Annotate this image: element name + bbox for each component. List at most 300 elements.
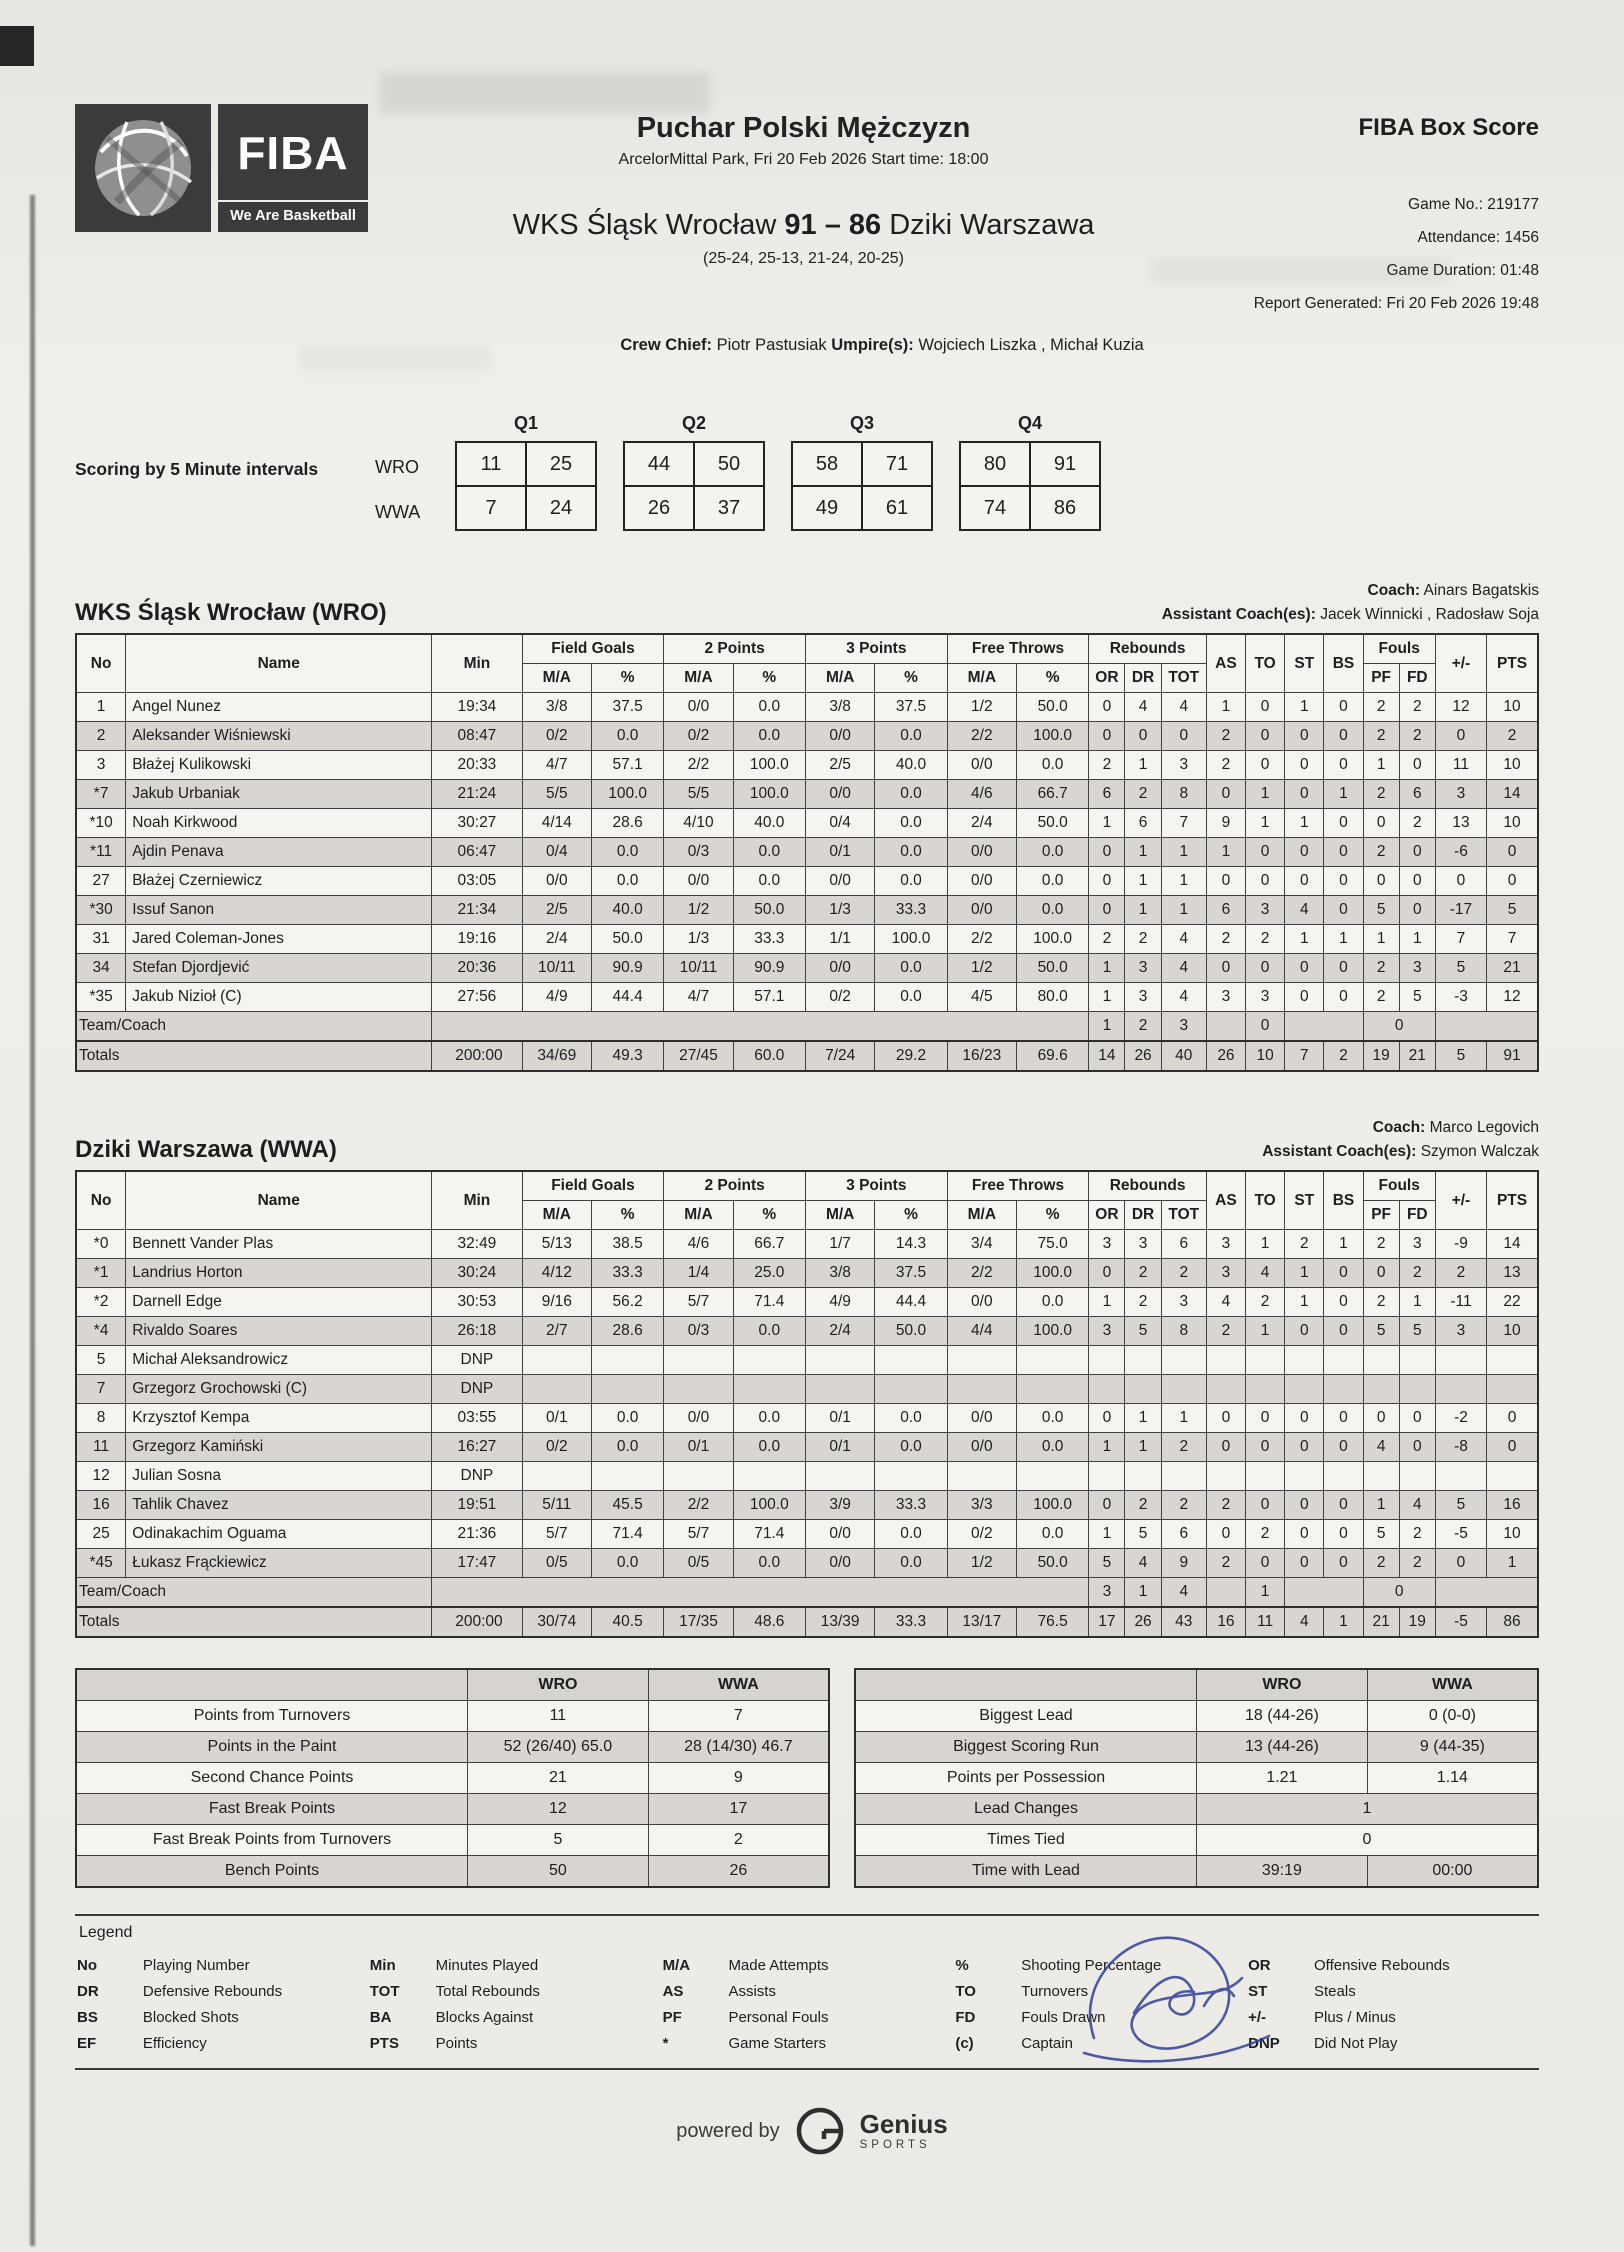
table-cell [1399,1346,1435,1375]
table-row [75,2004,1539,2030]
table-cell: 26 [648,1856,829,1888]
table-cell: 2 [1161,1491,1206,1520]
table-cell: -5 [1435,1520,1486,1549]
table-cell: 2 [1399,1520,1435,1549]
table-cell: 4/6 [947,780,1016,809]
table-cell: 1 [1125,867,1161,896]
table-cell [664,1375,733,1404]
away-score: 86 [848,209,882,241]
table-cell: 0.0 [875,1549,947,1578]
table-cell: 2 [1285,1230,1324,1259]
table-cell: 0.0 [875,780,947,809]
table-cell: 1 [1161,896,1206,925]
table-cell: 5 [1363,1520,1399,1549]
table-cell: 16 [1206,1607,1245,1637]
table-cell: 10 [1487,1520,1538,1549]
table-cell: Did Not Play [1314,2034,1398,2052]
table-cell: Julian Sosna [126,1462,432,1491]
table-cell [733,1375,805,1404]
table-cell: 4 [1161,954,1206,983]
table-cell: 0 [1324,838,1363,867]
table-cell: 40.0 [733,809,805,838]
table-cell: 26 [1125,1607,1161,1637]
table-cell: Noah Kirkwood [126,809,432,838]
table-row [76,1288,1538,1317]
table-cell: 1 [1363,1491,1399,1520]
table-cell: DNP [432,1462,522,1491]
table-row [75,1978,1539,2004]
table-cell [1016,1462,1088,1491]
table-cell: 1 [1285,925,1324,954]
table-row [76,1732,829,1763]
table-row [76,1462,1538,1491]
table-row [76,925,1538,954]
column-header: TOT [1161,664,1206,693]
table-cell: 5/7 [664,1288,733,1317]
divider [75,2068,1539,2070]
table-cell: 0.0 [875,838,947,867]
box-score-table-wro [75,633,1539,1072]
table-row [76,809,1538,838]
table-cell: 1 [1089,983,1125,1012]
table-cell: 5 [1089,1549,1125,1578]
table-cell: 0/0 [664,693,733,722]
table-cell: 10 [1487,809,1538,838]
table-cell: M/A [662,1956,691,1974]
table-cell: 0 [1285,1491,1324,1520]
table-cell: 0/0 [947,838,1016,867]
table-cell [432,1012,1089,1042]
table-cell: 66.7 [1016,780,1088,809]
brand-name: Genius [859,2108,948,2139]
table-cell: 0.0 [875,954,947,983]
table-row [855,1732,1538,1763]
summary-header-wwa: WWA [648,1669,829,1701]
brand-subtitle: SPORTS [859,2138,931,2151]
column-header: Name [126,634,432,693]
table-cell: 3/3 [947,1491,1016,1520]
fiba-wordmark-block [218,104,368,232]
table-cell: 33.3 [875,1491,947,1520]
table-cell: *30 [76,896,126,925]
column-header: +/- [1435,634,1486,693]
table-cell: Issuf Sanon [126,896,432,925]
venue-line: ArcelorMittal Park, Fri 20 Feb 2026 Start time: 18:00 [618,151,989,168]
game-number: Game No.: 219177 [1408,196,1539,213]
table-cell: 3 [1435,780,1486,809]
table-cell: 1 [1125,838,1161,867]
table-row [75,2030,1539,2056]
table-cell: 10 [1246,1041,1285,1071]
table-cell: 0.0 [1016,1288,1088,1317]
table-cell: 2/2 [664,1491,733,1520]
table-cell: 2 [1363,1230,1399,1259]
table-cell: 3/4 [947,1230,1016,1259]
table-cell: PTS [369,2034,399,2052]
table-cell: 0 [1089,722,1125,751]
table-cell: 0 [1246,1491,1285,1520]
table-cell: Plus / Minus [1314,2008,1396,2026]
table-cell: 0 [1399,751,1435,780]
scan-ghost-artifact [1150,258,1450,284]
table-cell: Times Tied [855,1825,1197,1856]
fiba-wordmark: FIBA [237,127,349,179]
table-cell: Grzegorz Grochowski (C) [126,1375,432,1404]
table-cell: 4 [1285,1607,1324,1637]
table-cell: 00:00 [1367,1856,1538,1888]
table-cell: 2/5 [805,751,874,780]
table-cell: 12 [76,1462,126,1491]
table-cell: 0 [1206,1433,1245,1462]
scan-edge-shadow [30,195,35,2246]
column-header: % [733,1201,805,1230]
table-cell [947,1346,1016,1375]
table-cell [1285,1012,1363,1042]
table-cell: 0 [1285,1317,1324,1346]
table-cell: 0/0 [805,954,874,983]
table-cell [1206,1375,1245,1404]
table-cell: 1/2 [664,896,733,925]
table-cell: 1 [1363,925,1399,954]
table-cell: 19 [1363,1041,1399,1071]
column-header: No [76,1171,126,1230]
table-row [76,1317,1538,1346]
table-cell: 1 [1125,1433,1161,1462]
table-cell: 0.0 [875,722,947,751]
table-cell: 2 [1399,1259,1435,1288]
attendance: Attendance: 1456 [1417,229,1539,246]
table-cell: 0 [1285,983,1324,1012]
table-cell: 5 [1125,1317,1161,1346]
table-cell: 0 [1324,983,1363,1012]
column-header: M/A [522,664,591,693]
interval-cell: 49 [792,486,862,530]
table-cell: 0 [1246,954,1285,983]
table-cell: 2 [1246,1288,1285,1317]
table-cell [591,1462,663,1491]
table-cell: 16 [1487,1491,1538,1520]
table-cell: *0 [76,1230,126,1259]
table-cell: 3 [1125,1230,1161,1259]
table-cell: 1 [1246,1230,1285,1259]
table-cell: 2 [1363,722,1399,751]
fiba-tagline: We Are Basketball [218,200,368,232]
table-cell: 0 [1324,1259,1363,1288]
interval-cell: 37 [694,486,764,530]
table-cell: 0/2 [664,722,733,751]
table-cell: 0 [1399,867,1435,896]
table-row [76,722,1538,751]
table-cell: 4 [1285,896,1324,925]
table-row [76,1404,1538,1433]
table-cell: 0 [1487,867,1538,896]
table-cell: 30:27 [432,809,522,838]
table-cell: 0 [1363,809,1399,838]
table-cell: (c) [955,2034,974,2052]
table-cell: 2 [1399,722,1435,751]
table-cell: 06:47 [432,838,522,867]
table-cell: 1/4 [664,1259,733,1288]
intervals-team-labels [375,445,455,535]
table-cell: 0 [1324,722,1363,751]
table-cell: 33.3 [591,1259,663,1288]
table-cell: 1 [1125,1404,1161,1433]
table-cell: DR [77,1982,99,2000]
interval-cell: 11 [456,442,526,486]
table-cell: 0 [1246,722,1285,751]
table-cell: * [662,2034,669,2052]
assistant-coach-label: Assistant Coach(es): [1262,1143,1417,1160]
table-cell: 5/11 [522,1491,591,1520]
table-cell: 16 [76,1491,126,1520]
table-cell: 2 [1206,925,1245,954]
table-cell: Błażej Kulikowski [126,751,432,780]
basketball-globe-icon [87,112,199,224]
table-cell: *35 [76,983,126,1012]
table-row [76,867,1538,896]
table-cell: *1 [76,1259,126,1288]
table-cell: FD [955,2008,976,2026]
table-cell: 0.0 [1016,838,1088,867]
table-cell: 0 [1246,693,1285,722]
table-cell: 2/2 [947,925,1016,954]
table-cell: -17 [1435,896,1486,925]
table-row [76,1549,1538,1578]
quarter-group-q2 [623,413,765,531]
table-cell: 0.0 [1016,1433,1088,1462]
table-cell [733,1462,805,1491]
table-cell: 0 [1285,751,1324,780]
table-cell: 3 [1399,954,1435,983]
table-cell: 17 [648,1794,829,1825]
table-cell: 0.0 [733,838,805,867]
table-cell: 3 [1089,1578,1125,1608]
table-cell [1324,1462,1363,1491]
table-cell: 1 [76,693,126,722]
quarter-label: Q1 [513,413,538,433]
table-cell: Time with Lead [855,1856,1197,1888]
table-cell: 4/4 [947,1317,1016,1346]
column-header: FD [1399,1201,1435,1230]
table-cell: EF [77,2034,97,2052]
interval-cell: 24 [526,486,596,530]
quarter-score-box [791,441,933,531]
table-cell: Landrius Horton [126,1259,432,1288]
table-cell: 0 [1487,1404,1538,1433]
table-cell: 2 [1435,1259,1486,1288]
table-cell: 100.0 [1016,1491,1088,1520]
table-row [76,1794,829,1825]
table-cell: 19:34 [432,693,522,722]
table-cell: 1 [1324,1607,1363,1637]
table-cell: Total Rebounds [435,1982,540,2000]
column-header: Name [126,1171,432,1230]
table-cell: 0 [1324,693,1363,722]
column-header: Min [432,1171,522,1230]
table-row [76,693,1538,722]
table-cell: 0 [1197,1825,1539,1856]
table-cell: 4 [1161,925,1206,954]
table-cell: 80.0 [1016,983,1088,1012]
table-cell: 0/2 [522,1433,591,1462]
table-cell [1016,1375,1088,1404]
table-cell: 4/9 [805,1288,874,1317]
column-group-header: Rebounds [1089,1171,1207,1201]
coach-label: Coach: [1367,582,1421,599]
table-cell: Jakub Urbaniak [126,780,432,809]
quarter-group-q4 [959,413,1101,531]
table-cell: 3 [1206,983,1245,1012]
table-cell: 69.6 [1016,1041,1088,1071]
table-cell: 4/7 [664,983,733,1012]
table-cell: 2/2 [947,722,1016,751]
table-cell: *10 [76,809,126,838]
table-cell: 3 [1435,1317,1486,1346]
table-cell: 0/0 [805,780,874,809]
table-cell: 0 [1246,1549,1285,1578]
assistant-coach-label: Assistant Coach(es): [1161,606,1316,623]
umpires-names: Wojciech Liszka , Michał Kuzia [918,336,1144,354]
table-cell: % [955,1956,969,1974]
table-cell: *7 [76,780,126,809]
table-cell: 0/0 [947,751,1016,780]
table-row [76,751,1538,780]
table-cell: 5/13 [522,1230,591,1259]
table-cell: 3 [1161,751,1206,780]
table-row [855,1763,1538,1794]
table-row [76,780,1538,809]
table-cell: 0.0 [875,1404,947,1433]
table-cell: 3 [1399,1230,1435,1259]
column-header: % [1016,1201,1088,1230]
table-cell: 1/3 [805,896,874,925]
assistant-coach-names: Jacek Winnicki , Radosław Soja [1320,606,1539,623]
table-cell: 17:47 [432,1549,522,1578]
summary-header-blank [76,1669,468,1701]
legend-title: Legend [79,1924,133,1941]
quarter-label: Q4 [1017,413,1042,433]
table-cell: 2 [1161,1433,1206,1462]
interval-cell: 25 [526,442,596,486]
table-cell: Krzysztof Kempa [126,1404,432,1433]
table-cell: 28.6 [591,809,663,838]
document-title: FIBA Box Score [1358,114,1539,141]
table-cell: 0/3 [664,838,733,867]
table-cell: 100.0 [591,780,663,809]
table-cell: 0 [1324,1317,1363,1346]
table-cell [1363,1375,1399,1404]
table-cell: 10/11 [522,954,591,983]
table-cell [1487,1462,1538,1491]
table-cell: 91 [1487,1041,1538,1071]
quarter-group-q1 [455,413,597,531]
column-header: M/A [664,1201,733,1230]
table-cell: 38.5 [591,1230,663,1259]
table-cell: 6 [1161,1230,1206,1259]
interval-cell: 7 [456,486,526,530]
table-cell: 2 [1125,780,1161,809]
table-cell: 33.3 [875,896,947,925]
interval-cell: 91 [1030,442,1100,486]
table-cell: 0/0 [805,867,874,896]
table-cell: 71.4 [733,1520,805,1549]
table-cell: 2 [1206,1317,1245,1346]
table-cell: 2/2 [947,1259,1016,1288]
table-cell: 0.0 [1016,867,1088,896]
table-cell: No [77,1956,97,1974]
table-cell: Jared Coleman-Jones [126,925,432,954]
table-cell: 0 [1246,1404,1285,1433]
table-cell: 1/2 [947,954,1016,983]
column-header: M/A [522,1201,591,1230]
table-cell: Playing Number [142,1956,250,1974]
table-cell: 37.5 [591,693,663,722]
table-cell: 0 [1324,954,1363,983]
table-cell: 1 [1324,780,1363,809]
table-cell: 75.0 [1016,1230,1088,1259]
table-cell: 2 [1399,1549,1435,1578]
table-cell: 0 [1285,838,1324,867]
table-cell: 9 [648,1763,829,1794]
footer [0,2105,1624,2157]
table-cell: 0/4 [805,809,874,838]
table-cell: 11 [76,1433,126,1462]
table-cell: 2 [1089,751,1125,780]
table-cell: 4 [1161,983,1206,1012]
table-cell: 3 [1125,954,1161,983]
table-cell: 5 [1125,1520,1161,1549]
table-cell: 5/7 [522,1520,591,1549]
table-cell: 3/8 [522,693,591,722]
table-cell: 0.0 [591,1549,663,1578]
table-cell: 2 [1125,1288,1161,1317]
table-cell: 7 [1435,925,1486,954]
column-header: % [591,1201,663,1230]
table-cell: *45 [76,1549,126,1578]
table-cell: Ajdin Penava [126,838,432,867]
table-cell: 4 [1125,1549,1161,1578]
column-group-header: Field Goals [522,1171,664,1201]
table-cell: 44.4 [875,1288,947,1317]
column-header: % [1016,664,1088,693]
table-cell: -5 [1435,1607,1486,1637]
table-cell: 4 [1161,693,1206,722]
table-cell: 50.0 [1016,693,1088,722]
table-cell: Łukasz Frąckiewicz [126,1549,432,1578]
column-header: PF [1363,1201,1399,1230]
table-cell: Aleksander Wiśniewski [126,722,432,751]
table-cell: Lead Changes [855,1794,1197,1825]
table-cell: 0 [1363,1012,1435,1042]
table-cell: 0/0 [947,867,1016,896]
table-cell: Turnovers [1021,1982,1089,2000]
team-title-wro: WKS Śląsk Wrocław (WRO) [75,599,387,626]
table-cell: 200:00 [432,1041,522,1071]
interval-cell: 26 [624,486,694,530]
table-cell: 30/74 [522,1607,591,1637]
table-cell: 5/5 [522,780,591,809]
table-cell: 2 [1363,1549,1399,1578]
table-cell: *4 [76,1317,126,1346]
table-cell: 28.6 [591,1317,663,1346]
summary-header-blank [855,1669,1197,1701]
table-row [76,1433,1538,1462]
table-cell: 3 [1246,983,1285,1012]
table-cell: 0/0 [947,1404,1016,1433]
quarter-group-q3 [791,413,933,531]
table-cell: 48.6 [733,1607,805,1637]
table-cell: 86 [1487,1607,1538,1637]
